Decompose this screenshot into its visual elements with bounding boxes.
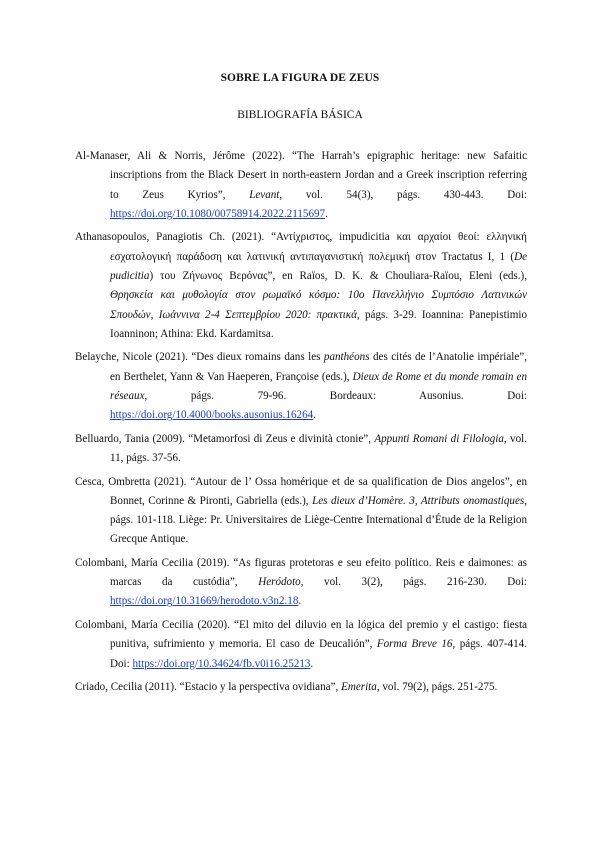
bibliography-entry [75,554,527,612]
publication-title: Emerita [341,681,377,694]
doi-link[interactable]: https://doi.org/10.31669/herodoto.v3n2.18 [110,595,299,608]
entry-text: Al-Manaser, Ali & Norris, Jérôme (2022). “The Harrah’s epigraphic heritage: new Safaitic inscriptions from the Black Desert in north-eastern Jordan and a Greek inscription referring to Zeus Kyrios”, [75,150,527,201]
entry-text: , págs. 101-118. Liège: Pr. Universitaires de Liège-Centre International d’Étude de la Religion Grecque Antique. [110,494,527,546]
publication-title: Levant [249,188,280,201]
bibliography-entry [75,228,527,344]
publication-title: De pudicitia [110,250,527,282]
section-heading: BIBLIOGRAFÍA BÁSICA [237,109,363,121]
entry-text: , págs. 79-96. Bordeaux: Ausonius. Doi: [144,389,527,402]
publication-title: Dieux de Rome et du monde romain en réseaux [110,370,527,402]
doi-link[interactable]: https://doi.org/10.1080/00758914.2022.2115697 [110,207,326,220]
entry-text: des cités de l’Anatolie impériale”, en Berthelet, Yann & Van Haeperen, Françoise (eds.), [110,351,527,383]
publication-title: Appunti Romani di Filologia [374,432,504,445]
entry-text: Criado, Cecilia (2011). “Estacio y la perspectiva ovidiana”, [75,681,342,694]
entry-text: , vol. 3(2), págs. 216-230. Doi: [300,576,527,589]
publication-title: Les dieux d’Homère. 3, Attributs onomastiques [312,494,525,507]
entry-text: ) του Ζήνωνος Βερόνας”, en Raïos, D. K. & Chouliara-Raïou, Eleni (eds.), [149,269,527,282]
entry-text: Colombani, María Cecilia (2020). “El mito del diluvio en la lógica del premio y el castigo: fiesta punitiva, sufrimiento y memoria. El caso de Deucalión”, [75,618,527,651]
entry-text: Belluardo, Tania (2009). “Metamorfosi di Zeus e divinità ctonie”, [75,432,375,445]
doi-link[interactable]: https://doi.org/10.4000/books.ausonius.16264 [110,409,314,422]
page-title: SOBRE LA FIGURA DE ZEUS [220,72,380,84]
entry-text: Colombani, María Cecilia (2019). “As figuras protetoras e seu efeito político. Reis e daimones: as marcas da custódia”, [75,556,527,589]
entry-text: . [325,207,328,220]
bibliography-entry [75,430,527,469]
bibliography-entry [75,616,527,674]
bibliography-entry [75,147,527,224]
bibliography-entry [75,678,527,697]
bibliography-entry [75,348,527,425]
doi-link[interactable]: https://doi.org/10.34624/fb.v0i16.25213 [132,657,311,670]
publication-title: panthéons [323,351,370,364]
entry-text: . [298,595,302,608]
publication-title: Θρησκεία και μυθολογία στον ρωμαϊκό κόσμο: 10ο Πανελλήνιο Συμπόσιο Λατινικών Σπουδών, Ιωάννινα 2-4 Σεπτεμβρίου 2020: πρακτικά [110,289,527,321]
entry-text: Cesca, Ombretta (2021). “Autour de l’ Ossa homérique et de sa qualification de Dios angelos”, en Bonnet, Corinne & Pironti, Gabriella (eds.), [75,475,527,507]
bibliography-list [75,147,527,702]
entry-text: Belayche, Nicole (2021). “Des dieux romains dans les [75,351,324,364]
entry-text: , vol. 79(2), págs. 251-275. [376,681,498,694]
entry-text: , págs. 407-414. Doi: [110,638,527,670]
entry-text: , vol. 11, págs. 37-56. [110,432,527,465]
publication-title: Heródoto [258,576,301,589]
entry-text: . [310,657,314,670]
entry-text: . [313,409,316,422]
publication-title: Forma Breve 16 [376,638,453,651]
entry-text: Athanasopoulos, Panagiotis Ch. (2021). “Αντίχριστος, impudicitia και αρχαίοι θεοί: ελληνική εσχατολογική παράδοση και λατινική αντιπαγανιστική πολεμική στον Tractatus I, 1 ( [75,231,527,263]
bibliography-entry [75,473,527,550]
entry-text: , vol. 54(3), págs. 430-443. Doi: [279,188,527,201]
entry-text: , págs. 3-29. Ioannina: Panepistimio Ioanninon; Athina: Ekd. Kardamitsa. [110,308,527,340]
